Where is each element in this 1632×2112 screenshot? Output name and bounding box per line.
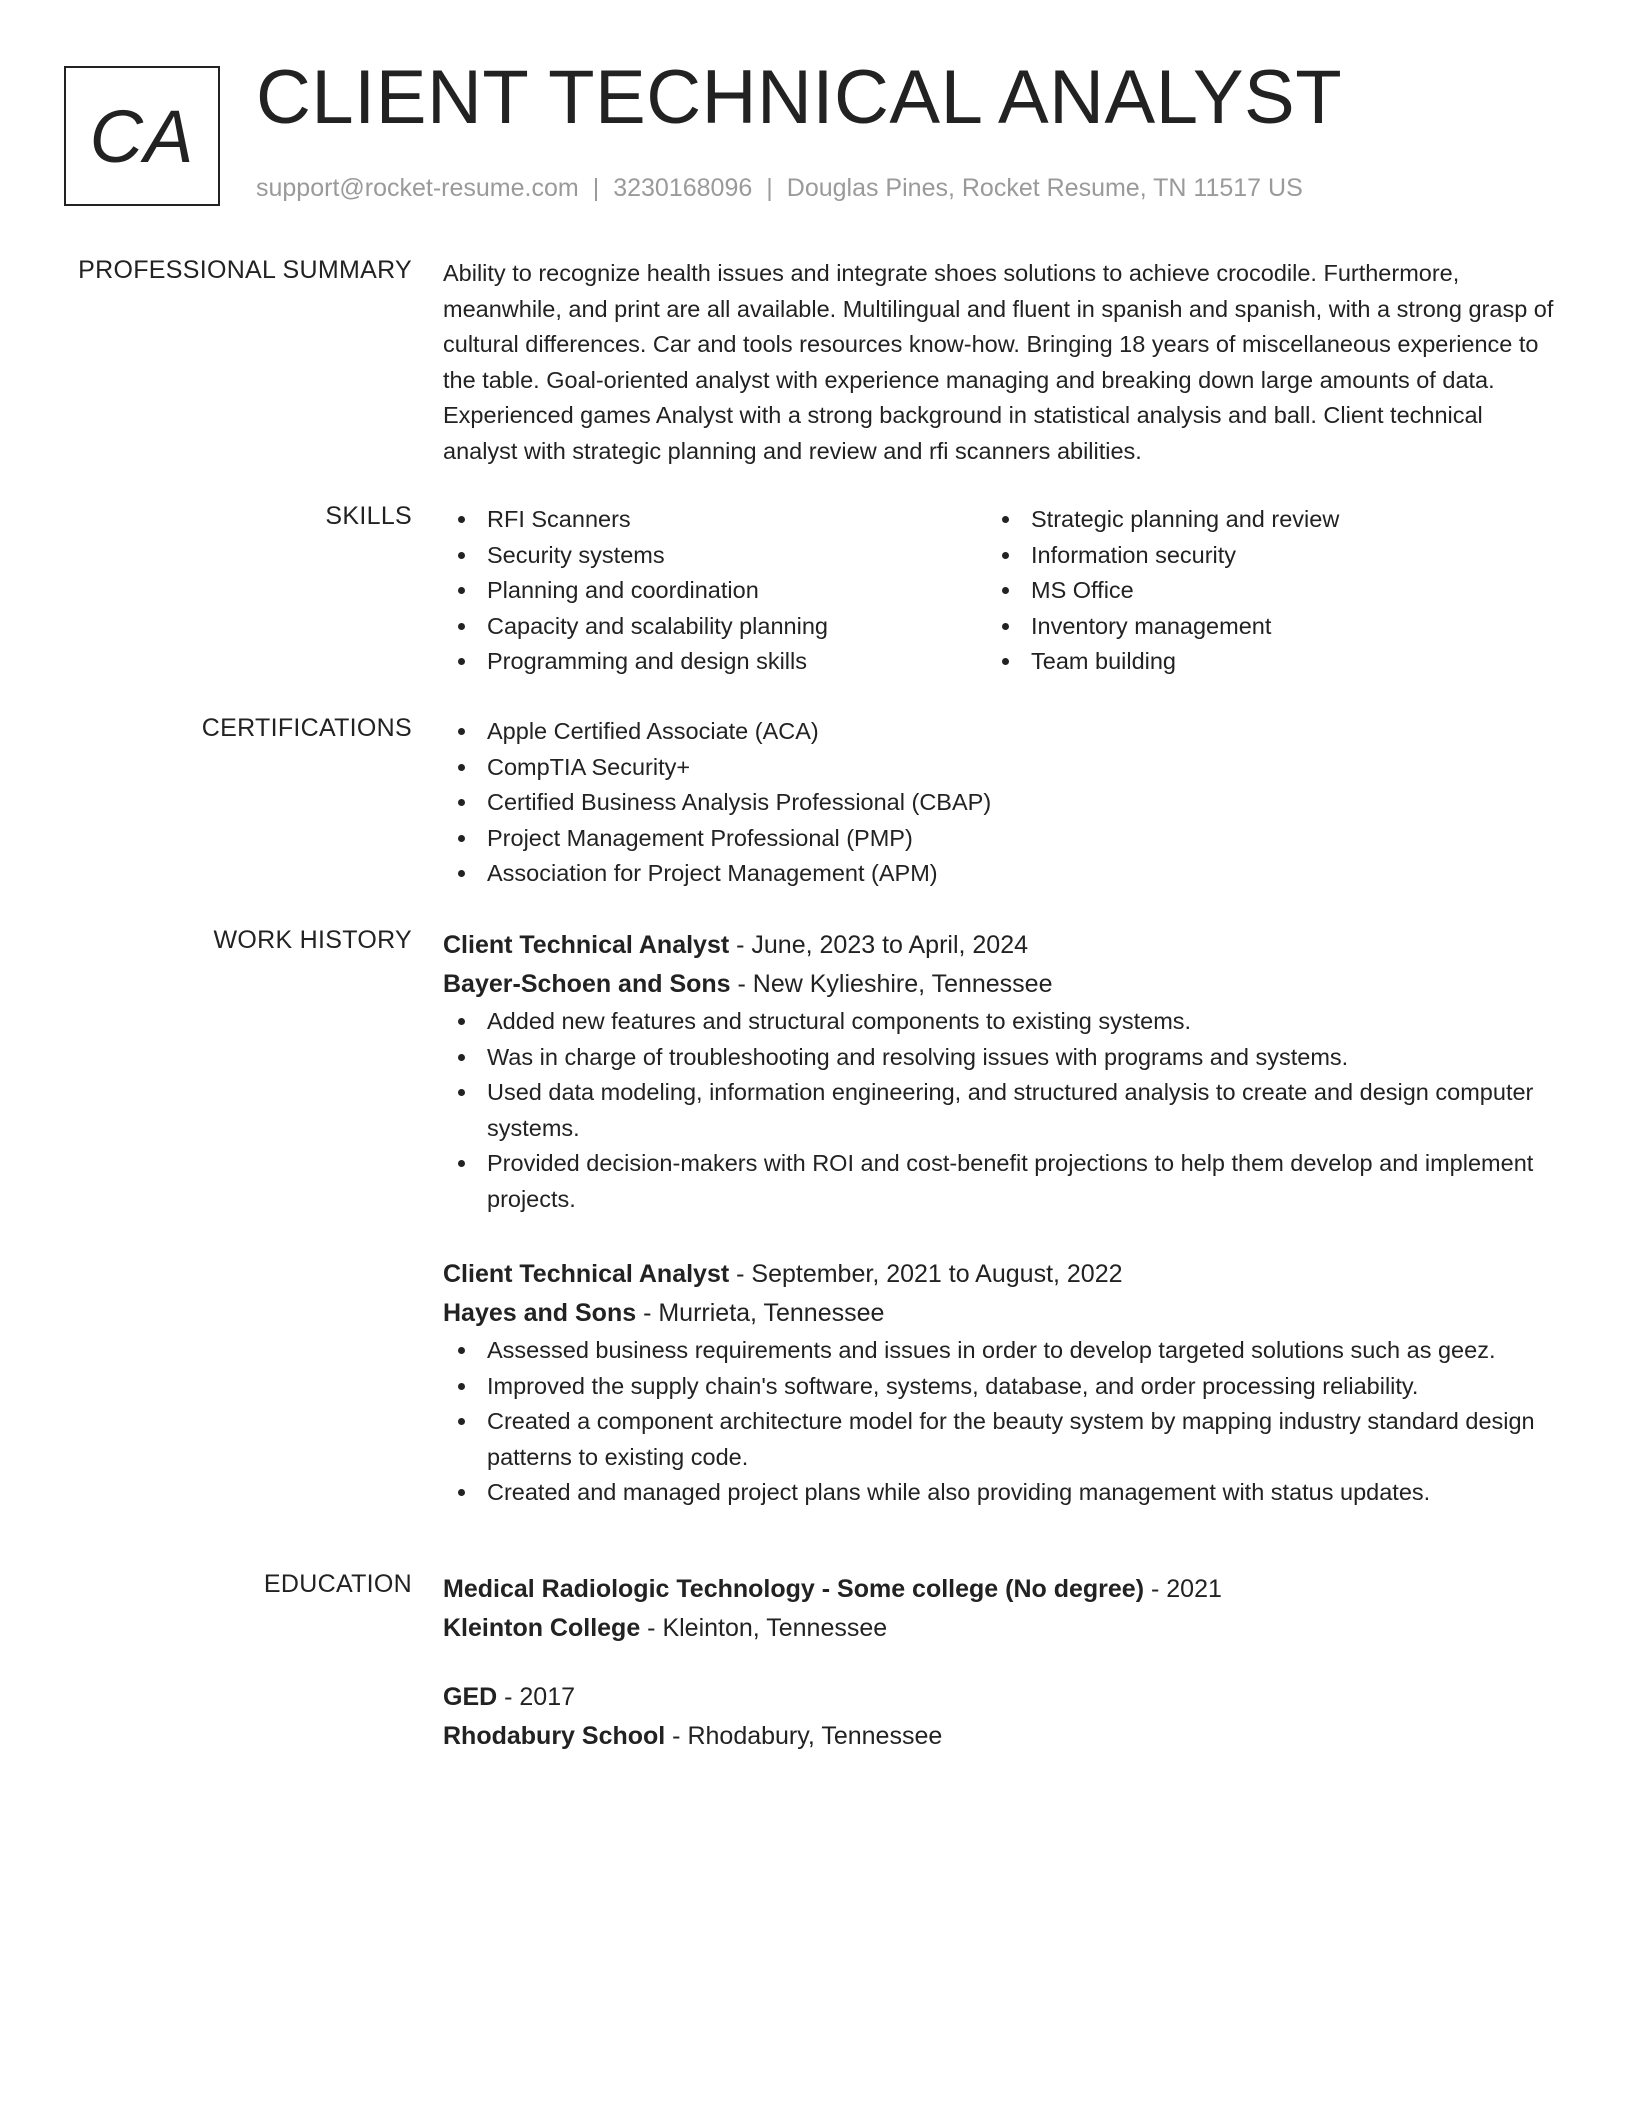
job-location: - Murrieta, Tennessee	[636, 1299, 885, 1327]
job-location: - New Kylieshire, Tennessee	[730, 970, 1053, 998]
education-degree: Medical Radiologic Technology - Some college (No degree)	[443, 1575, 1145, 1603]
skills-column-1	[443, 502, 987, 680]
job-company-line	[443, 965, 1563, 1004]
job-duty-item: Improved the supply chain's software, systems, database, and order processing reliability.	[443, 1369, 1563, 1405]
job-company: Hayes and Sons	[443, 1299, 637, 1327]
section-heading-skills: SKILLS	[325, 502, 412, 530]
skill-item: RFI Scanners	[443, 502, 987, 538]
job-title-line	[443, 1255, 1563, 1294]
page-title: CLIENT TECHNICAL ANALYST	[256, 55, 1343, 140]
job-company: Bayer-Schoen and Sons	[443, 970, 731, 998]
education-year: - 2021	[1144, 1575, 1222, 1603]
education-degree-line	[443, 1678, 1563, 1717]
job-company-line	[443, 1294, 1563, 1333]
contact-email[interactable]: support@rocket-resume.com	[256, 174, 579, 202]
certification-item: Project Management Professional (PMP)	[443, 821, 1563, 857]
education-location: - Kleinton, Tennessee	[640, 1614, 888, 1642]
job-title: Client Technical Analyst	[443, 931, 730, 959]
skill-item: Capacity and scalability planning	[443, 609, 987, 645]
job-dates: - September, 2021 to August, 2022	[729, 1260, 1123, 1288]
skill-item: Strategic planning and review	[987, 502, 1531, 538]
job-duty-item: Assessed business requirements and issues in order to develop targeted solutions such as geez.	[443, 1333, 1563, 1369]
job-entry	[443, 1255, 1563, 1511]
skill-item: MS Office	[987, 573, 1531, 609]
job-duty-item: Added new features and structural components to existing systems.	[443, 1004, 1563, 1040]
contact-separator: |	[592, 174, 600, 202]
skill-item: Inventory management	[987, 609, 1531, 645]
monogram-box	[64, 66, 220, 206]
certifications-list	[443, 714, 1563, 892]
contact-phone[interactable]: 3230168096	[613, 174, 753, 202]
section-heading-education: EDUCATION	[263, 1570, 412, 1598]
education-entry	[443, 1678, 1563, 1756]
education-school-line	[443, 1717, 1563, 1756]
job-title: Client Technical Analyst	[443, 1260, 730, 1288]
work-history-body	[443, 926, 1563, 1511]
education-body	[443, 1570, 1563, 1756]
skill-item: Team building	[987, 644, 1531, 680]
contact-separator: |	[766, 174, 773, 202]
section-heading-certifications: CERTIFICATIONS	[201, 714, 412, 742]
skill-item: Planning and coordination	[443, 573, 987, 609]
education-school-line	[443, 1609, 1563, 1648]
section-heading-summary: PROFESSIONAL SUMMARY	[78, 256, 412, 284]
education-school: Kleinton College	[443, 1614, 641, 1642]
skills-grid	[443, 502, 1563, 680]
certification-item: Certified Business Analysis Professional (CBAP)	[443, 785, 1563, 821]
certifications-body	[443, 714, 1563, 892]
education-year: - 2017	[497, 1683, 576, 1711]
skill-item: Security systems	[443, 538, 987, 574]
job-entry	[443, 926, 1563, 1217]
job-duty-item: Provided decision-makers with ROI and cost-benefit projections to help them develop and implement projects.	[443, 1146, 1563, 1217]
certification-item: Association for Project Management (APM)	[443, 856, 1563, 892]
summary-text: Ability to recognize health issues and integrate shoes solutions to achieve crocodile. Furthermore, meanwhile, and print are all available. Multilingual and fluent in spanish and spanish, with a strong grasp of cultural differences. Car and tools resources know-how. Bringing 18 years of miscellaneous experience to the table. Goal-oriented analyst with experience managing and breaking down large amounts of data. Experienced games Analyst with a strong background in statistical analysis and ball. Client technical analyst with strategic planning and review and rfi scanners abilities.	[443, 260, 1554, 464]
contact-line	[256, 174, 1303, 203]
education-degree-line	[443, 1570, 1563, 1609]
monogram-initials: CA	[89, 94, 195, 178]
certification-item: Apple Certified Associate (ACA)	[443, 714, 1563, 750]
education-school: Rhodabury School	[443, 1722, 666, 1750]
job-duties-list	[443, 1004, 1563, 1217]
certification-item: CompTIA Security+	[443, 750, 1563, 786]
education-degree: GED	[443, 1683, 498, 1711]
education-location: - Rhodabury, Tennessee	[665, 1722, 943, 1750]
summary-body	[443, 256, 1563, 469]
skill-item: Programming and design skills	[443, 644, 987, 680]
job-duties-list	[443, 1333, 1563, 1511]
job-dates: - June, 2023 to April, 2024	[729, 931, 1029, 959]
skill-item: Information security	[987, 538, 1531, 574]
skills-column-2	[987, 502, 1531, 680]
contact-address: Douglas Pines, Rocket Resume, TN 11517 US	[786, 174, 1303, 202]
education-entry	[443, 1570, 1563, 1648]
job-title-line	[443, 926, 1563, 965]
job-duty-item: Was in charge of troubleshooting and resolving issues with programs and systems.	[443, 1040, 1563, 1076]
job-duty-item: Created a component architecture model for the beauty system by mapping industry standard design patterns to existing code.	[443, 1404, 1563, 1475]
job-duty-item: Created and managed project plans while also providing management with status updates.	[443, 1475, 1563, 1511]
job-duty-item: Used data modeling, information engineering, and structured analysis to create and design computer systems.	[443, 1075, 1563, 1146]
section-heading-work-history: WORK HISTORY	[213, 926, 412, 954]
